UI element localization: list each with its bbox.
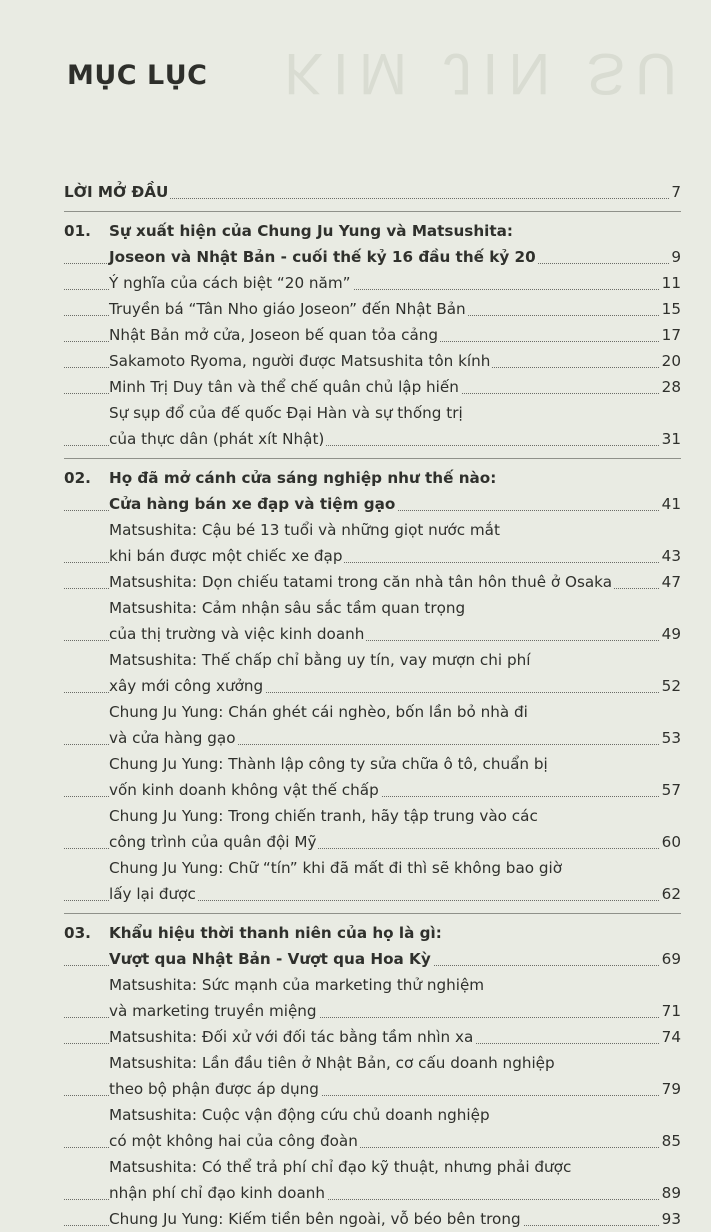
entry-text: và cửa hàng gạo — [109, 729, 236, 747]
toc-entry-line — [64, 751, 681, 777]
toc-entry-row[interactable] — [64, 1180, 681, 1206]
toc-entry-row[interactable] — [64, 348, 681, 374]
entry-text: Matsushita: Cuộc vận động cứu chủ doanh nghiệp — [109, 1106, 490, 1124]
entry-text: Matsushita: Có thể trả phí chỉ đạo kỹ thuật, nhưng phải được — [109, 1158, 572, 1176]
entry-text: Chung Ju Yung: Chữ “tín” khi đã mất đi thì sẽ không bao giờ — [109, 859, 563, 877]
intro-label: LỜI MỞ ĐẦU — [64, 183, 169, 201]
entry-text: Matsushita: Lần đầu tiên ở Nhật Bản, cơ cấu doanh nghiệp — [109, 1054, 555, 1072]
chapter-page: 9 — [669, 244, 681, 270]
entry-text: Matsushita: Cảm nhận sâu sắc tầm quan trọng — [109, 599, 466, 617]
toc-entry-line — [64, 699, 681, 725]
toc-entry-row[interactable] — [64, 426, 681, 452]
entry-text: vốn kinh doanh không vật thế chấp — [109, 781, 379, 799]
entry-text: công trình của quân đội Mỹ — [109, 833, 317, 851]
toc-entry-row[interactable] — [64, 881, 681, 907]
chapter-number: 02. — [64, 469, 91, 487]
entry-page: 31 — [660, 426, 681, 452]
toc-entry-line — [64, 400, 681, 426]
entry-text: Chung Ju Yung: Chán ghét cái nghèo, bốn lần bỏ nhà đi — [109, 703, 528, 721]
toc-entry-row[interactable] — [64, 1024, 681, 1050]
chapter-title-line — [64, 218, 681, 244]
entry-page: 74 — [660, 1024, 681, 1050]
entry-page: 53 — [660, 725, 681, 751]
toc-entry-line — [64, 595, 681, 621]
toc-entry-row[interactable] — [64, 296, 681, 322]
toc-entry-line — [64, 972, 681, 998]
chapter-number: 01. — [64, 222, 91, 240]
intro-page: 7 — [669, 179, 681, 205]
toc-entry-row[interactable] — [64, 1076, 681, 1102]
toc-entry-line — [64, 855, 681, 881]
entry-text: Sự sụp đổ của đế quốc Đại Hàn và sự thống trị — [109, 404, 463, 422]
chapter-title-text: Sự xuất hiện của Chung Ju Yung và Matsushita: — [109, 222, 513, 240]
toc-entry-row[interactable] — [64, 621, 681, 647]
entry-text: của thực dân (phát xít Nhật) — [109, 430, 325, 448]
chapter-title-row[interactable] — [64, 946, 681, 972]
table-of-contents — [64, 179, 681, 1232]
entry-page: 85 — [660, 1128, 681, 1154]
entry-text: Chung Ju Yung: Trong chiến tranh, hãy tập trung vào các — [109, 807, 538, 825]
entry-page: 47 — [660, 569, 681, 595]
entry-text: của thị trường và việc kinh doanh — [109, 625, 365, 643]
entry-text: Sakamoto Ryoma, người được Matsushita tôn kính — [109, 352, 491, 370]
entry-page: 57 — [660, 777, 681, 803]
toc-entry-row[interactable] — [64, 374, 681, 400]
toc-entry-row[interactable] — [64, 322, 681, 348]
chapter-block — [64, 218, 681, 452]
entry-text: xây mới công xưởng — [109, 677, 264, 695]
entry-page: 28 — [660, 374, 681, 400]
chapter-title-text: Cửa hàng bán xe đạp và tiệm gạo — [109, 495, 396, 513]
entry-page: 52 — [660, 673, 681, 699]
chapter-title-line — [64, 465, 681, 491]
entry-page: 93 — [660, 1206, 681, 1232]
entry-page: 79 — [660, 1076, 681, 1102]
chapter-divider — [64, 458, 681, 459]
entry-text: Matsushita: Cậu bé 13 tuổi và những giọt nước mắt — [109, 521, 500, 539]
entry-page: 89 — [660, 1180, 681, 1206]
toc-entry-line — [64, 517, 681, 543]
chapter-divider — [64, 211, 681, 212]
entry-text: Nhật Bản mở cửa, Joseon bế quan tỏa cảng — [109, 326, 439, 344]
chapter-list — [64, 211, 681, 1232]
toc-entry-row[interactable] — [64, 829, 681, 855]
toc-entry-row[interactable] — [64, 725, 681, 751]
toc-entry-line — [64, 1050, 681, 1076]
background-author-text: KIM JIN SU — [284, 41, 687, 106]
entry-page: 71 — [660, 998, 681, 1024]
toc-entry-row[interactable] — [64, 543, 681, 569]
toc-entry-row[interactable] — [64, 270, 681, 296]
chapter-block — [64, 465, 681, 907]
entry-text: Matsushita: Đối xử với đối tác bằng tầm nhìn xa — [109, 1028, 474, 1046]
entry-text: Ý nghĩa của cách biệt “20 năm” — [109, 274, 351, 292]
chapter-title-row[interactable] — [64, 244, 681, 270]
toc-intro-row[interactable] — [64, 179, 681, 205]
entry-text: Matsushita: Thế chấp chỉ bằng uy tín, vay mượn chi phí — [109, 651, 531, 669]
toc-entry-row[interactable] — [64, 1206, 681, 1232]
chapter-divider — [64, 913, 681, 914]
entry-page: 49 — [660, 621, 681, 647]
entry-text: theo bộ phận được áp dụng — [109, 1080, 319, 1098]
chapter-page: 41 — [660, 491, 681, 517]
entry-page: 60 — [660, 829, 681, 855]
toc-entry-line — [64, 1102, 681, 1128]
entry-page: 17 — [660, 322, 681, 348]
entry-text: Matsushita: Sức mạnh của marketing thử nghiệm — [109, 976, 485, 994]
entry-text: và marketing truyền miệng — [109, 1002, 317, 1020]
entry-text: nhận phí chỉ đạo kinh doanh — [109, 1184, 325, 1202]
entry-text: Truyền bá “Tân Nho giáo Joseon” đến Nhật Bản — [109, 300, 466, 318]
chapter-number: 03. — [64, 924, 91, 942]
entry-text: Minh Trị Duy tân và thể chế quân chủ lập hiến — [109, 378, 459, 396]
entry-text: lấy lại được — [109, 885, 196, 903]
toc-entry-row[interactable] — [64, 673, 681, 699]
entry-text: có một không hai của công đoàn — [109, 1132, 358, 1150]
entry-text: khi bán được một chiếc xe đạp — [109, 547, 343, 565]
toc-entry-row[interactable] — [64, 569, 681, 595]
toc-entry-line — [64, 647, 681, 673]
chapter-block — [64, 920, 681, 1232]
entry-page: 43 — [660, 543, 681, 569]
entry-page: 20 — [660, 348, 681, 374]
entry-page: 62 — [660, 881, 681, 907]
chapter-title-line — [64, 920, 681, 946]
toc-entry-line — [64, 803, 681, 829]
chapter-title-row[interactable] — [64, 491, 681, 517]
chapter-page: 69 — [660, 946, 681, 972]
chapter-title-text: Họ đã mở cánh cửa sáng nghiệp như thế nào: — [109, 469, 497, 487]
page-title: MỤC LỤC — [67, 60, 208, 91]
toc-entry-row[interactable] — [64, 777, 681, 803]
chapter-title-text: Vượt qua Nhật Bản - Vượt qua Hoa Kỳ — [109, 950, 431, 968]
toc-entry-row[interactable] — [64, 998, 681, 1024]
toc-entry-line — [64, 1154, 681, 1180]
entry-text: Chung Ju Yung: Thành lập công ty sửa chữa ô tô, chuẩn bị — [109, 755, 548, 773]
chapter-title-text: Joseon và Nhật Bản - cuối thế kỷ 16 đầu thế kỷ 20 — [109, 248, 536, 266]
toc-entry-row[interactable] — [64, 1128, 681, 1154]
entry-text: Chung Ju Yung: Kiếm tiền bên ngoài, vỗ béo bên trong — [109, 1210, 521, 1228]
entry-page: 15 — [660, 296, 681, 322]
chapter-title-text: Khẩu hiệu thời thanh niên của họ là gì: — [109, 924, 442, 942]
entry-page: 11 — [660, 270, 681, 296]
entry-text: Matsushita: Dọn chiếu tatami trong căn nhà tân hôn thuê ở Osaka — [109, 573, 613, 591]
